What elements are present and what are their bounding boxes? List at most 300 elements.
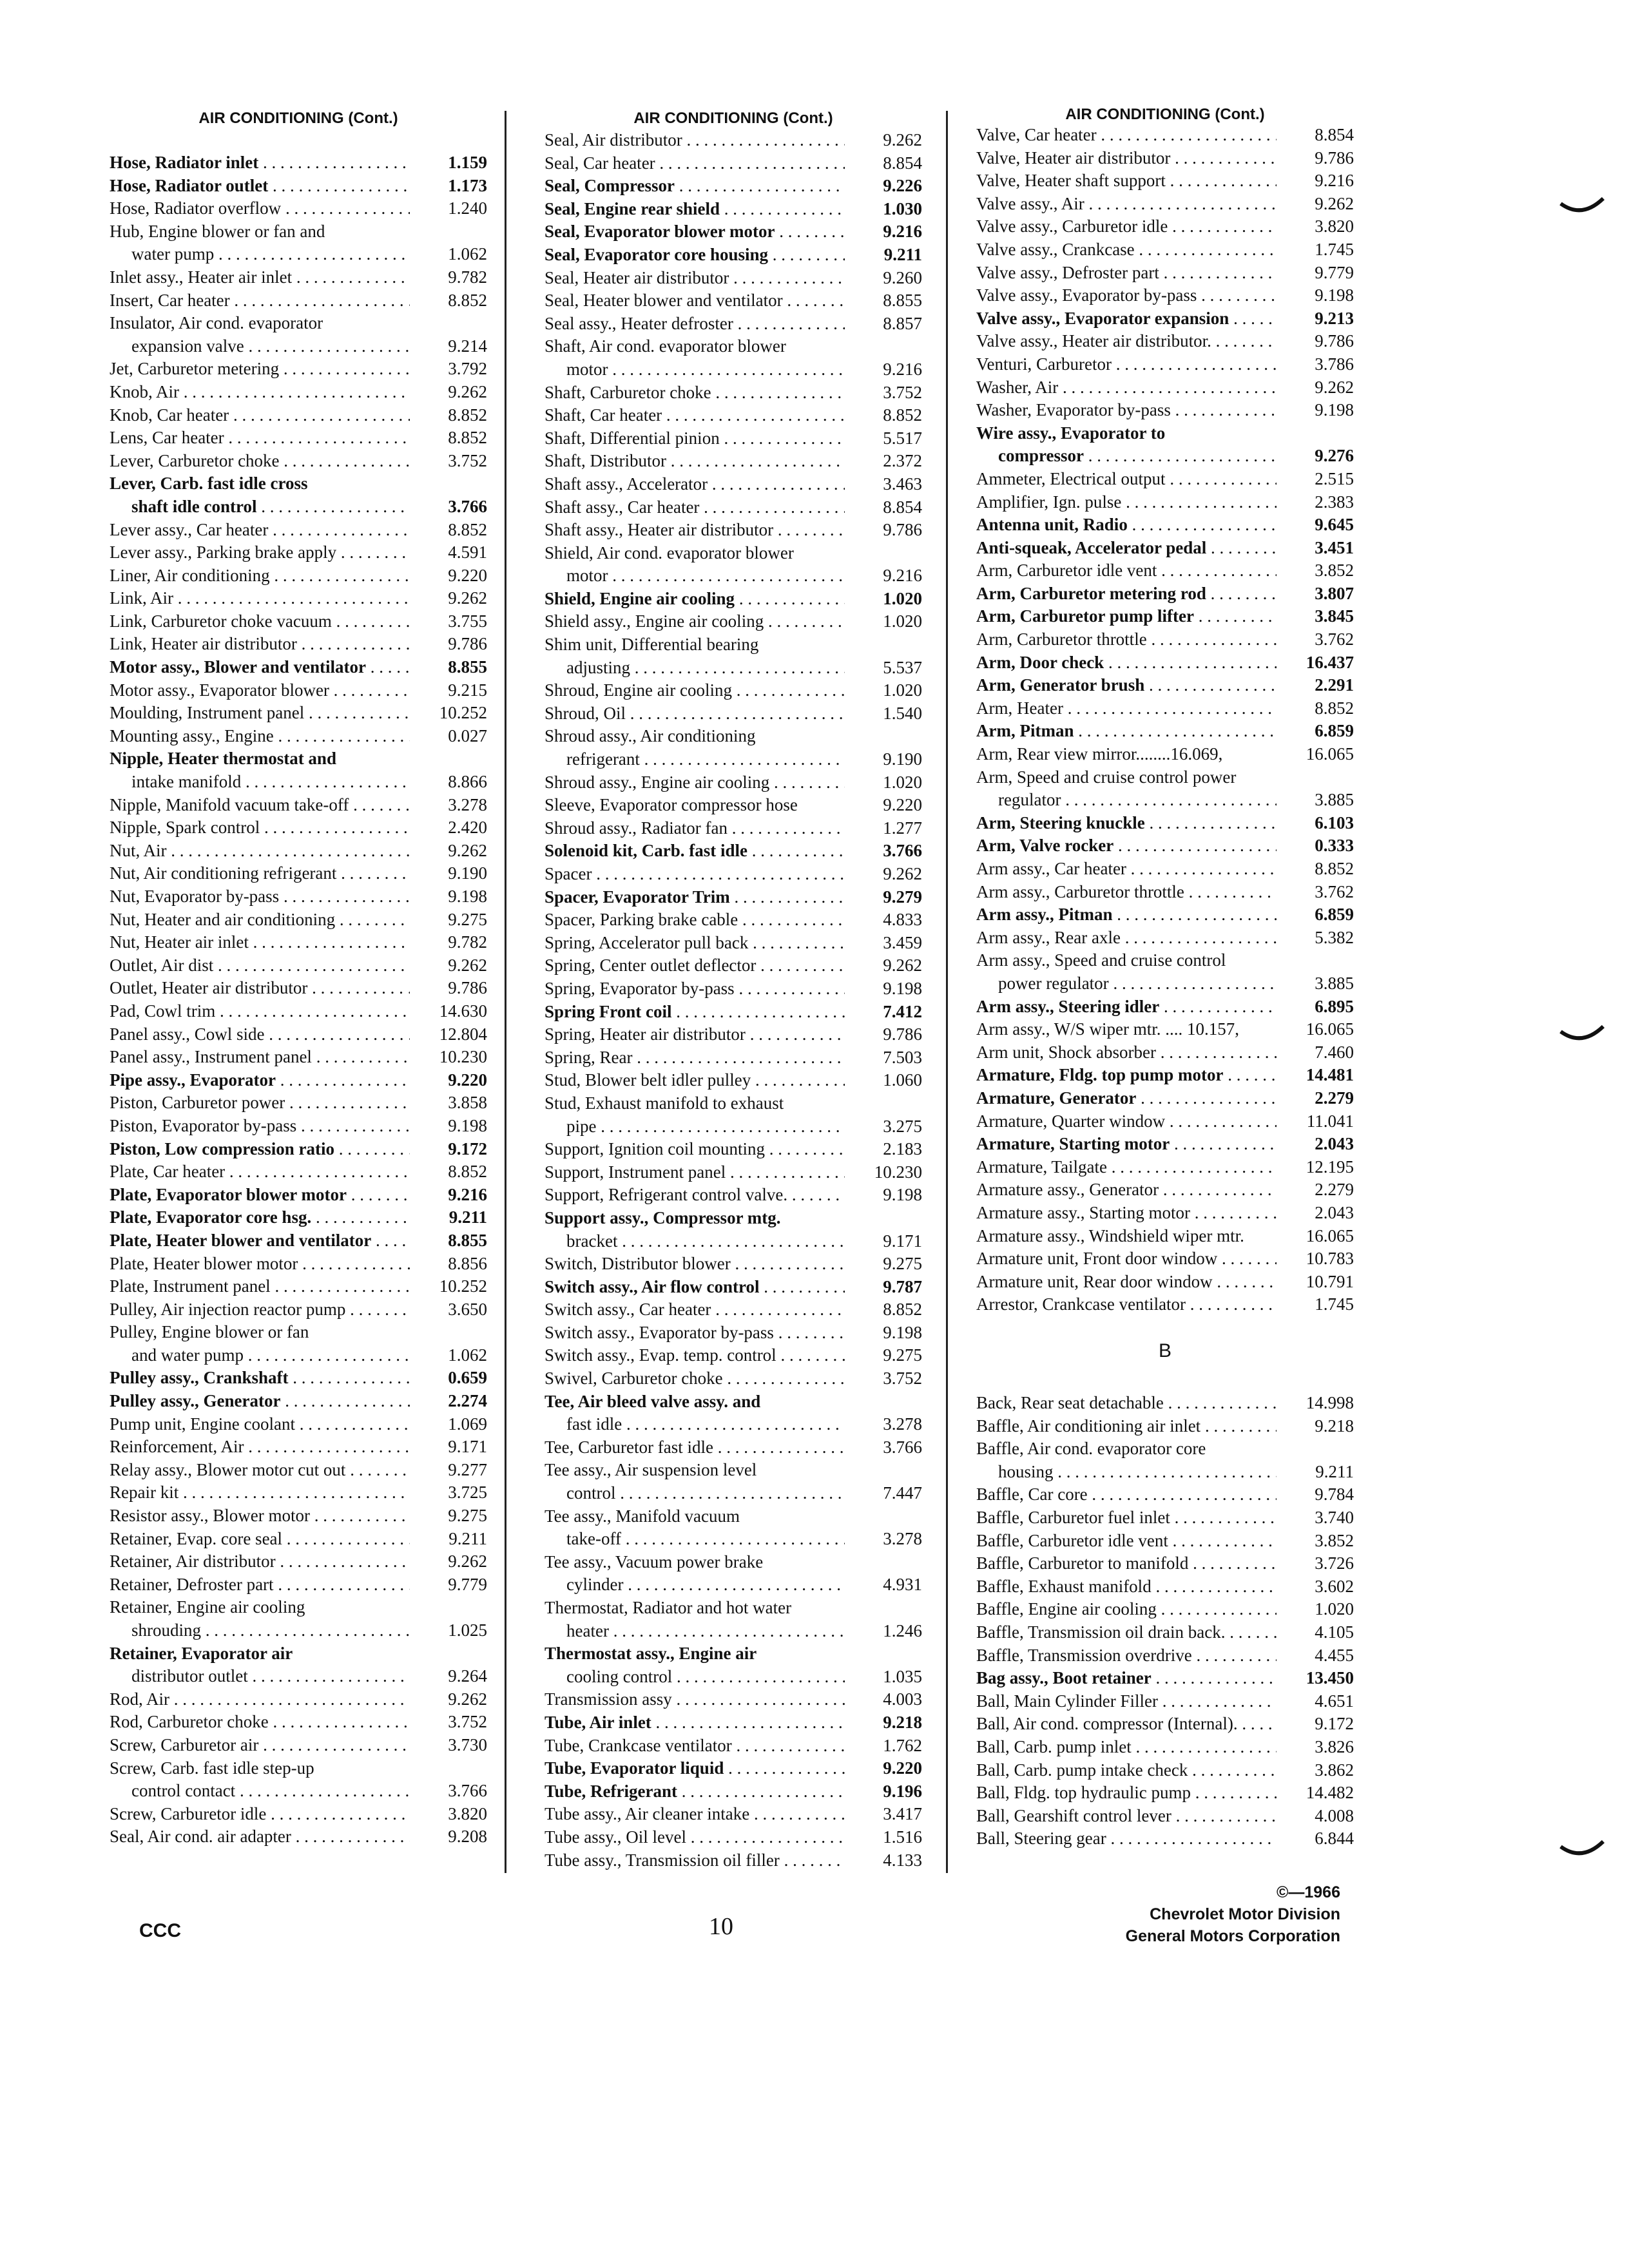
index-entry — [976, 514, 1354, 537]
entry-label: Ball, Air cond. compressor (Internal). . . . — [976, 1713, 1277, 1736]
entry-label: Baffle, Transmission overdrive . . . — [976, 1644, 1277, 1667]
entry-page-ref: 0.659 — [448, 1368, 487, 1388]
entry-page-ref: 3.740 — [1315, 1507, 1354, 1527]
entry-page-ref: 14.481 — [1306, 1065, 1354, 1085]
index-entry — [110, 220, 487, 244]
entry-page-ref: 9.262 — [448, 1552, 487, 1571]
entry-label: Arrestor, Crankcase ventilator . . . — [976, 1293, 1277, 1316]
entry-label: Tube assy., Transmission oil filler . . . — [545, 1849, 845, 1872]
index-entry — [545, 1482, 922, 1505]
entry-page-ref: 2.279 — [1315, 1180, 1354, 1200]
entry-page-ref: 3.752 — [448, 1712, 487, 1732]
entry-page-ref: 9.779 — [448, 1574, 487, 1594]
entry-page-ref: 3.459 — [883, 932, 922, 952]
index-entry — [976, 307, 1354, 331]
index-entry — [545, 908, 922, 932]
index-entry — [110, 1734, 487, 1757]
entry-page-ref: 8.852 — [448, 405, 487, 425]
entry-page-ref: 9.262 — [883, 130, 922, 149]
entry-page-ref: 1.745 — [1315, 239, 1354, 259]
entry-page-ref: 14.482 — [1306, 1783, 1354, 1803]
footer-code: CCC — [139, 1920, 181, 1941]
entry-page-ref: 1.762 — [883, 1735, 922, 1755]
entry-label: Valve, Heater air distributor . . . — [976, 147, 1277, 170]
entry-page-ref: 9.216 — [883, 566, 922, 586]
entry-label: Mounting assy., Engine . . . — [110, 725, 410, 748]
entry-label: motor . . . — [566, 564, 845, 588]
index-entry — [976, 1437, 1354, 1461]
entry-page-ref: 12.804 — [439, 1024, 487, 1044]
index-entry — [976, 1713, 1354, 1736]
entry-page-ref: 9.260 — [883, 267, 922, 287]
entry-label: Washer, Evaporator by-pass . . . — [976, 399, 1277, 422]
entry-page-ref: 4.003 — [883, 1689, 922, 1709]
entry-label: Valve assy., Crankcase . . . — [976, 238, 1277, 262]
entry-label: Plate, Instrument panel . . . — [110, 1275, 410, 1298]
index-entry — [976, 743, 1354, 766]
entry-page-ref: 3.807 — [1315, 583, 1354, 603]
entry-label: Reinforcement, Air . . . — [110, 1436, 410, 1459]
index-entry — [976, 1087, 1354, 1110]
index-entry — [110, 519, 487, 542]
entry-page-ref: 3.885 — [1315, 973, 1354, 993]
entry-page-ref: 9.214 — [448, 336, 487, 356]
entry-page-ref: 3.463 — [883, 474, 922, 494]
index-entry — [545, 312, 922, 336]
entry-page-ref: 9.786 — [883, 1024, 922, 1044]
entry-label: Shaft, Differential pinion . . . — [545, 427, 845, 450]
index-entry — [976, 1392, 1354, 1415]
entry-page-ref: 3.826 — [1315, 1736, 1354, 1756]
entry-label: Liner, Air conditioning . . . — [110, 564, 410, 588]
entry-page-ref: 4.008 — [1315, 1805, 1354, 1825]
entry-page-ref: 6.895 — [1315, 996, 1354, 1016]
index-entry — [110, 1596, 487, 1619]
binder-punch-mark-icon — [1559, 193, 1605, 219]
entry-page-ref: 4.105 — [1315, 1622, 1354, 1642]
division-name: Chevrolet Motor Division — [1150, 1905, 1340, 1923]
index-entry — [545, 725, 922, 748]
entry-label: Baffle, Air conditioning air inlet . . . — [976, 1415, 1277, 1438]
index-entry — [110, 1253, 487, 1276]
index-entry — [110, 472, 487, 495]
index-entry — [110, 794, 487, 817]
entry-page-ref: 9.216 — [883, 359, 922, 379]
index-entry — [110, 1206, 487, 1229]
entry-label: Ball, Steering gear . . . — [976, 1827, 1277, 1850]
index-entry — [976, 1805, 1354, 1828]
entry-label: Shim unit, Differential bearing — [545, 635, 759, 655]
entry-label: Arm unit, Shock absorber . . . — [976, 1041, 1277, 1064]
entry-page-ref: 3.762 — [1315, 881, 1354, 901]
entry-page-ref: 3.786 — [1315, 354, 1354, 374]
entry-page-ref: 8.854 — [883, 497, 922, 517]
index-entry — [976, 927, 1354, 950]
entry-label: Arm assy., W/S wiper mtr. .... 10.157, — [976, 1019, 1239, 1039]
index-entry — [110, 1344, 487, 1367]
entry-page-ref: 3.792 — [448, 359, 487, 379]
index-entry — [545, 588, 922, 611]
entry-label: Seal, Heater air distributor . . . — [545, 267, 845, 290]
entry-page-ref: 9.782 — [448, 267, 487, 287]
entry-label: Valve assy., Defroster part . . . — [976, 262, 1277, 285]
index-entry — [976, 1827, 1354, 1850]
index-entry — [976, 628, 1354, 651]
entry-label: Panel assy., Instrument panel . . . — [110, 1046, 410, 1069]
entry-page-ref: 3.845 — [1315, 606, 1354, 626]
entry-label: Ball, Carb. pump intake check . . . — [976, 1759, 1277, 1782]
index-entry — [110, 1160, 487, 1184]
entry-label: Bag assy., Boot retainer . . . — [976, 1667, 1277, 1690]
entry-label: heater . . . — [566, 1620, 845, 1643]
entry-label: Arm, Speed and cruise control power — [976, 767, 1237, 787]
entry-label: Shaft, Carburetor choke . . . — [545, 381, 845, 405]
entry-label: Shaft assy., Heater air distributor . . . — [545, 519, 845, 542]
entry-label: Tee assy., Manifold vacuum — [545, 1506, 740, 1526]
index-entry — [545, 1023, 922, 1046]
entry-page-ref: 9.786 — [1315, 331, 1354, 351]
entry-label: Arm assy., Rear axle . . . — [976, 927, 1277, 950]
entry-label: Baffle, Air cond. evaporator core — [976, 1439, 1206, 1459]
entry-page-ref: 3.852 — [1315, 1530, 1354, 1550]
index-entry — [976, 284, 1354, 307]
index-entry — [976, 1530, 1354, 1553]
entry-page-ref: 10.252 — [439, 703, 487, 723]
index-entry — [110, 1504, 487, 1528]
entry-label: Retainer, Evaporator air — [110, 1643, 293, 1663]
index-entry — [545, 542, 922, 565]
entry-page-ref: 3.752 — [883, 1369, 922, 1389]
entry-label: and water pump . . . — [131, 1344, 410, 1367]
entry-page-ref: 8.856 — [448, 1253, 487, 1273]
index-entry — [110, 1184, 487, 1207]
entry-label: Sleeve, Evaporator compressor hose — [545, 795, 798, 815]
index-entry — [976, 1552, 1354, 1575]
entry-label: Link, Carburetor choke vacuum . . . — [110, 610, 410, 633]
entry-page-ref: 3.766 — [448, 1781, 487, 1801]
entry-label: Stud, Exhaust manifold to exhaust — [545, 1093, 784, 1113]
entry-page-ref: 2.420 — [448, 818, 487, 838]
entry-page-ref: 10.252 — [439, 1276, 487, 1296]
entry-page-ref: 9.211 — [448, 1528, 487, 1548]
entry-page-ref: 4.651 — [1315, 1691, 1354, 1711]
index-entry — [976, 537, 1354, 560]
entry-label: Arm, Carburetor metering rod . . . — [976, 582, 1277, 606]
index-entry — [545, 519, 922, 542]
entry-page-ref: 4.833 — [883, 910, 922, 930]
entry-page-ref: 9.264 — [448, 1666, 487, 1686]
entry-label: Lever assy., Car heater . . . — [110, 519, 410, 542]
index-entry — [110, 404, 487, 427]
index-entry — [976, 1667, 1354, 1690]
index-entry — [545, 954, 922, 977]
index-entry — [976, 720, 1354, 743]
entry-page-ref: 12.195 — [1306, 1157, 1354, 1177]
entry-label: Hose, Radiator outlet . . . — [110, 175, 410, 198]
entry-page-ref: 9.220 — [883, 1758, 922, 1778]
index-entry — [545, 610, 922, 633]
index-entry — [545, 977, 922, 1001]
entry-page-ref: 8.854 — [883, 153, 922, 173]
entry-page-ref: 9.262 — [1315, 377, 1354, 397]
index-entry — [976, 766, 1354, 789]
index-entry — [545, 863, 922, 886]
index-entry — [976, 1736, 1354, 1759]
entry-label: Nut, Air conditioning refrigerant . . . — [110, 862, 410, 885]
entry-label: Retainer, Air distributor . . . — [110, 1550, 410, 1573]
index-entry — [110, 1528, 487, 1551]
entry-label: Piston, Evaporator by-pass . . . — [110, 1115, 410, 1138]
entry-label: Spring, Heater air distributor . . . — [545, 1023, 845, 1046]
entry-page-ref: 9.262 — [448, 840, 487, 860]
entry-label: control contact . . . — [131, 1780, 410, 1803]
entry-label: Baffle, Carburetor to manifold . . . — [976, 1552, 1277, 1575]
entry-label: Rod, Air . . . — [110, 1688, 410, 1711]
entry-page-ref: 1.020 — [1315, 1599, 1354, 1619]
index-entry — [110, 1298, 487, 1321]
index-entry — [110, 931, 487, 954]
entry-label: Baffle, Engine air cooling . . . — [976, 1598, 1277, 1621]
entry-page-ref: 9.262 — [448, 588, 487, 608]
column-heading: AIR CONDITIONING (Cont.) — [633, 110, 833, 127]
index-entry — [545, 496, 922, 519]
index-entry — [110, 587, 487, 610]
index-entry — [545, 817, 922, 840]
entry-page-ref: 7.503 — [883, 1047, 922, 1067]
entry-label: Valve assy., Evaporator by-pass . . . — [976, 284, 1277, 307]
index-entry — [545, 1436, 922, 1459]
entry-page-ref: 8.855 — [448, 657, 487, 677]
entry-label: Tee, Carburetor fast idle . . . — [545, 1436, 845, 1459]
index-entry — [976, 1178, 1354, 1202]
entry-label: Screw, Carburetor air . . . — [110, 1734, 410, 1757]
entry-label: Baffle, Carburetor idle vent . . . — [976, 1530, 1277, 1553]
index-entry — [545, 1115, 922, 1139]
index-entry — [545, 840, 922, 863]
entry-page-ref: 16.065 — [1306, 744, 1354, 764]
entry-label: Tee, Air bleed valve assy. and — [545, 1391, 761, 1411]
index-entry — [545, 1757, 922, 1780]
index-entry — [110, 656, 487, 679]
entry-page-ref: 10.230 — [874, 1162, 922, 1182]
entry-label: Retainer, Evap. core seal . . . — [110, 1528, 410, 1551]
entry-page-ref: 9.220 — [448, 1070, 487, 1090]
index-entry — [545, 1184, 922, 1207]
index-entry — [110, 747, 487, 771]
entry-page-ref: 4.133 — [883, 1850, 922, 1870]
entry-page-ref: 9.171 — [883, 1231, 922, 1251]
index-entry — [110, 175, 487, 198]
index-entry — [976, 559, 1354, 582]
index-entry — [976, 1759, 1354, 1782]
index-entry — [976, 422, 1354, 445]
entry-label: Armature unit, Rear door window . . . — [976, 1271, 1277, 1294]
entry-label: Insert, Car heater . . . — [110, 289, 410, 312]
index-entry — [110, 1459, 487, 1482]
entry-page-ref: 0.333 — [1315, 836, 1354, 856]
index-entry — [976, 1064, 1354, 1087]
entry-label: Ball, Main Cylinder Filler . . . — [976, 1690, 1277, 1713]
entry-page-ref: 8.852 — [1315, 859, 1354, 878]
index-entry — [545, 244, 922, 267]
entry-label: Nipple, Spark control . . . — [110, 816, 410, 840]
entry-label: Seal assy., Heater defroster . . . — [545, 312, 845, 336]
index-entry — [545, 932, 922, 955]
section-letter: B — [1158, 1340, 1171, 1361]
entry-label: Baffle, Transmission oil drain back. . . . — [976, 1621, 1277, 1644]
entry-page-ref: 1.020 — [883, 680, 922, 700]
entry-label: Repair kit . . . — [110, 1481, 410, 1504]
index-entry — [976, 697, 1354, 720]
entry-list — [545, 129, 922, 1872]
index-entry — [545, 152, 922, 175]
entry-label: Outlet, Heater air distributor . . . — [110, 977, 410, 1000]
entry-label: motor . . . — [566, 358, 845, 381]
index-entry — [545, 1207, 922, 1230]
index-entry — [976, 1133, 1354, 1156]
entry-page-ref: 8.854 — [1315, 125, 1354, 144]
entry-label: Arm assy., Carburetor throttle . . . — [976, 881, 1277, 904]
index-entry — [110, 1780, 487, 1803]
index-entry — [110, 1688, 487, 1711]
index-entry — [976, 1041, 1354, 1064]
entry-label: Seal, Compressor . . . — [545, 175, 845, 198]
entry-label: Washer, Air . . . — [976, 376, 1277, 399]
column-heading: AIR CONDITIONING (Cont.) — [1065, 106, 1265, 123]
index-entry — [110, 862, 487, 885]
entry-label: Armature, Starting motor . . . — [976, 1133, 1277, 1156]
entry-page-ref: 3.752 — [448, 450, 487, 470]
entry-page-ref: 9.215 — [448, 680, 487, 700]
entry-label: Shaft, Distributor . . . — [545, 450, 845, 473]
index-entry — [545, 1735, 922, 1758]
entry-page-ref: 9.216 — [448, 1184, 487, 1204]
entry-label: Shroud assy., Radiator fan . . . — [545, 817, 845, 840]
entry-label: Plate, Heater blower and ventilator . . . — [110, 1229, 410, 1253]
entry-page-ref: 9.198 — [883, 1322, 922, 1342]
entry-page-ref: 3.766 — [448, 496, 487, 516]
entry-page-ref: 9.275 — [883, 1345, 922, 1365]
entry-page-ref: 1.745 — [1315, 1294, 1354, 1314]
entry-label: Pipe assy., Evaporator . . . — [110, 1069, 410, 1092]
index-entry — [110, 633, 487, 656]
index-entry — [545, 1367, 922, 1390]
entry-label: Insulator, Air cond. evaporator — [110, 313, 323, 333]
entry-page-ref: 8.852 — [883, 405, 922, 425]
index-entry — [976, 330, 1354, 353]
index-entry — [976, 147, 1354, 170]
entry-label: Wire assy., Evaporator to — [976, 423, 1166, 443]
entry-page-ref: 9.262 — [448, 955, 487, 975]
corporation-name: General Motors Corporation — [1125, 1927, 1340, 1945]
index-entry — [976, 651, 1354, 675]
index-entry — [545, 198, 922, 221]
index-entry — [545, 358, 922, 381]
entry-label: Valve assy., Evaporator expansion . . . — [976, 307, 1277, 331]
entry-label: Support, Instrument panel . . . — [545, 1161, 845, 1184]
entry-page-ref: 6.859 — [1315, 721, 1354, 741]
index-entry — [976, 1156, 1354, 1179]
index-entry — [976, 1782, 1354, 1805]
entry-page-ref: 9.218 — [883, 1712, 922, 1732]
index-entry — [110, 1825, 487, 1849]
entry-page-ref: 0.027 — [448, 726, 487, 745]
entry-label: Spacer, Parking brake cable . . . — [545, 908, 845, 932]
index-entry — [545, 564, 922, 588]
index-entry — [976, 445, 1354, 468]
index-entry — [545, 771, 922, 794]
entry-label: Tube, Air inlet . . . — [545, 1711, 845, 1735]
index-entry — [110, 1757, 487, 1780]
entry-page-ref: 9.262 — [883, 956, 922, 975]
entry-label: Panel assy., Cowl side . . . — [110, 1023, 410, 1046]
entry-label: Valve assy., Carburetor idle . . . — [976, 215, 1277, 238]
entry-label: Nut, Heater air inlet . . . — [110, 931, 410, 954]
entry-page-ref: 10.230 — [439, 1047, 487, 1067]
index-entry — [110, 1573, 487, 1597]
entry-label: Nut, Air . . . — [110, 840, 410, 863]
index-entry — [976, 1110, 1354, 1133]
entry-page-ref: 1.173 — [448, 175, 487, 195]
entry-page-ref: 9.262 — [1315, 193, 1354, 213]
entry-page-ref: 9.782 — [448, 932, 487, 952]
entry-page-ref: 8.852 — [1315, 698, 1354, 718]
index-entry — [110, 1413, 487, 1436]
entry-label: Shaft assy., Accelerator . . . — [545, 473, 845, 496]
entry-label: Ball, Carb. pump inlet . . . — [976, 1736, 1277, 1759]
entry-label: Spring Front coil . . . — [545, 1001, 845, 1024]
column-divider — [505, 111, 506, 1873]
index-entry — [110, 885, 487, 908]
entry-page-ref: 9.171 — [448, 1437, 487, 1457]
entry-label: fast idle . . . — [566, 1413, 845, 1436]
index-entry — [545, 1803, 922, 1826]
entry-page-ref: 13.450 — [1306, 1668, 1354, 1688]
entry-label: Pulley, Engine blower or fan — [110, 1322, 309, 1342]
index-entry — [110, 1138, 487, 1161]
index-entry — [976, 1018, 1354, 1041]
entry-label: shaft idle control . . . — [131, 495, 410, 519]
entry-page-ref: 3.766 — [883, 1437, 922, 1457]
entry-label: Retainer, Engine air cooling — [110, 1597, 305, 1617]
entry-label: Tube, Crankcase ventilator . . . — [545, 1735, 845, 1758]
entry-label: Nut, Evaporator by-pass . . . — [110, 885, 410, 908]
entry-label: Nipple, Heater thermostat and — [110, 749, 336, 769]
page-number: 10 — [709, 1913, 733, 1940]
entry-page-ref: 9.784 — [1315, 1485, 1354, 1504]
entry-label: Arm assy., Speed and cruise control — [976, 950, 1226, 970]
index-entry — [976, 1247, 1354, 1271]
entry-page-ref: 10.791 — [1306, 1271, 1354, 1291]
entry-page-ref: 1.540 — [883, 703, 922, 723]
index-entry — [976, 491, 1354, 514]
entry-label: Arm, Door check . . . — [976, 651, 1277, 675]
entry-label: Ammeter, Electrical output . . . — [976, 468, 1277, 491]
entry-page-ref: 3.762 — [1315, 629, 1354, 649]
entry-label: Arm, Carburetor pump lifter . . . — [976, 605, 1277, 628]
index-entry — [110, 1642, 487, 1666]
entry-page-ref: 1.240 — [448, 198, 487, 218]
entry-page-ref: 1.516 — [883, 1827, 922, 1847]
entry-page-ref: 9.216 — [1315, 171, 1354, 191]
entry-label: Spring, Rear . . . — [545, 1046, 845, 1070]
entry-label: Outlet, Air dist . . . — [110, 954, 410, 977]
entry-page-ref: 8.852 — [448, 519, 487, 539]
index-entry — [110, 1091, 487, 1115]
index-entry — [545, 1642, 922, 1666]
entry-label: Valve assy., Heater air distributor. . . . — [976, 330, 1277, 353]
entry-label: water pump . . . — [131, 243, 410, 266]
